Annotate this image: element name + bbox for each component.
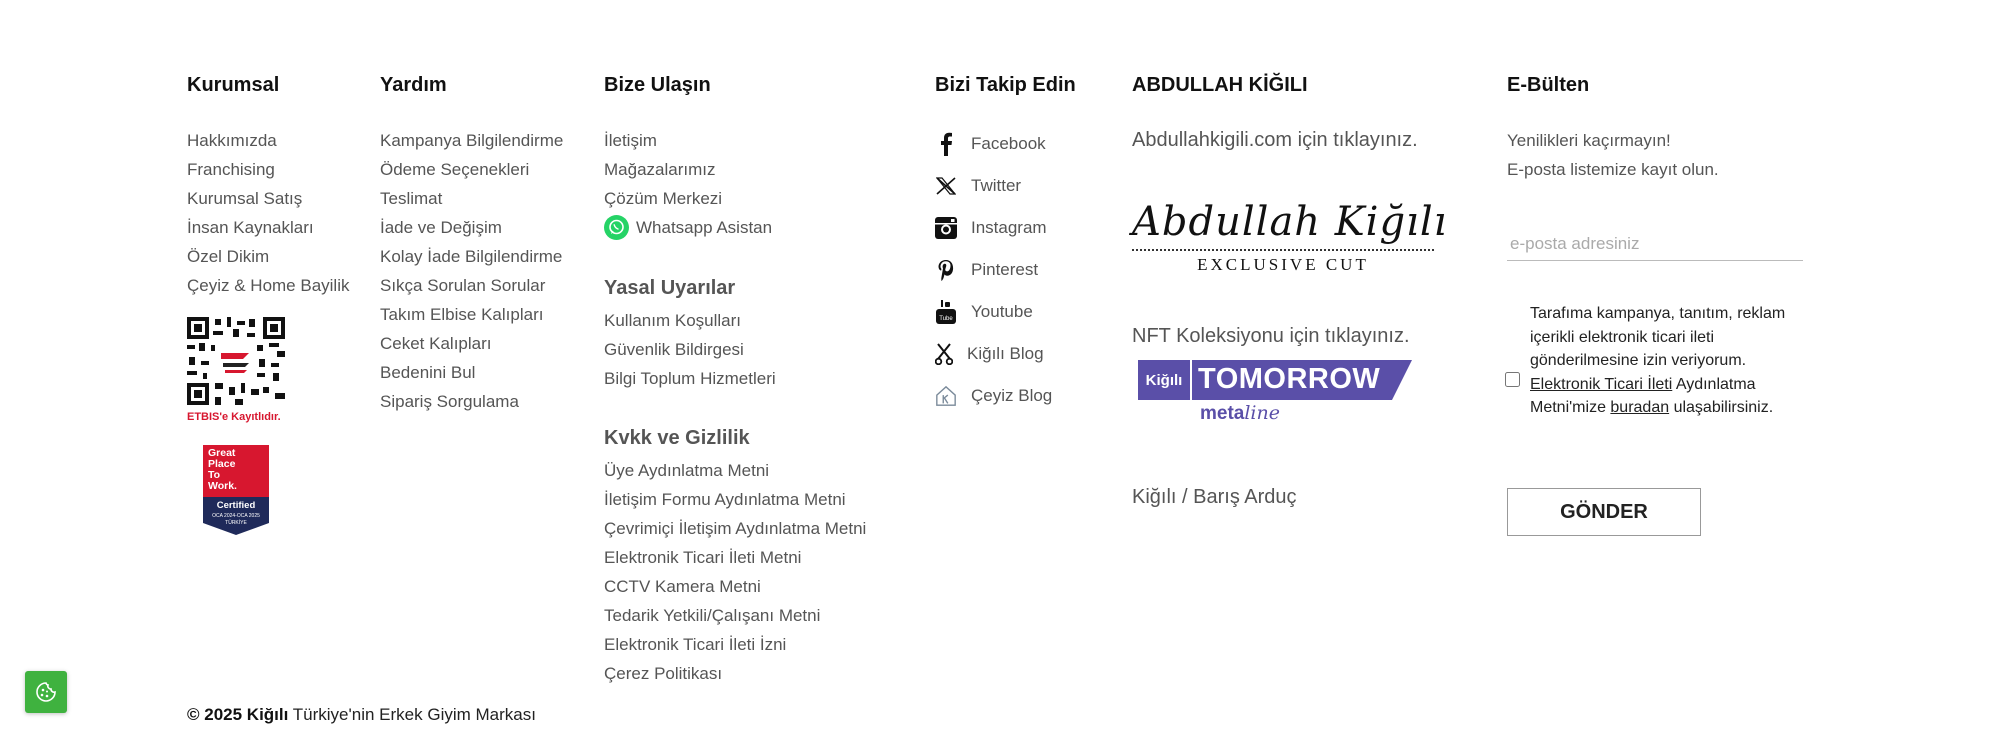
- home-blog-icon: [935, 385, 957, 407]
- cookie-settings-button[interactable]: [25, 671, 67, 713]
- social-links: [935, 123, 1052, 417]
- kigili-blog-label: Kiğılı Blog: [967, 344, 1044, 363]
- kigili-baris-arduc-link[interactable]: Kiğılı / Barış Arduç: [1132, 486, 1297, 508]
- gptw-line-3: To: [208, 469, 221, 481]
- facebook-icon: [935, 133, 957, 155]
- x-twitter-icon: [935, 175, 957, 197]
- kvkk-links: [604, 456, 866, 688]
- link-whatsapp-asistan[interactable]: [604, 213, 772, 242]
- instagram-icon: [935, 217, 957, 239]
- abdullahkigili-link[interactable]: Abdullahkigili.com için tıklayınız.: [1132, 129, 1418, 151]
- nft-line: line: [1244, 402, 1280, 424]
- nft-meta: meta: [1200, 403, 1245, 424]
- nft-tomorrow-text: TOMORROW: [1198, 363, 1381, 395]
- kurumsal-heading: Kurumsal: [187, 74, 280, 96]
- yasal-links: [604, 306, 776, 393]
- link-iade-degisim[interactable]: İade ve Değişim: [380, 218, 502, 237]
- whatsapp-label: Whatsapp Asistan: [636, 218, 773, 237]
- link-ceyiz-home-bayilik[interactable]: Çeyiz & Home Bayilik: [187, 276, 350, 295]
- link-kolay-iade[interactable]: Kolay İade Bilgilendirme: [380, 247, 563, 266]
- link-uye-aydinlatma[interactable]: Üye Aydınlatma Metni: [604, 461, 770, 480]
- link-insan-kaynaklari[interactable]: İnsan Kaynakları: [187, 218, 314, 237]
- link-tedarik-yetkili[interactable]: Tedarik Yetkili/Çalışanı Metni: [604, 606, 821, 625]
- gptw-badge[interactable]: [203, 445, 269, 535]
- copyright-text: Türkiye'nin Erkek Giyim Markası: [288, 705, 536, 724]
- gptw-line-1: Great: [208, 447, 236, 459]
- social-kigili-blog[interactable]: [935, 333, 1052, 375]
- twitter-label: Twitter: [971, 176, 1022, 195]
- consent-mid-text: Aydınlatma Metni'mize: [1530, 375, 1756, 416]
- bize-ulasin-links: [604, 126, 772, 242]
- svg-text:Tube: Tube: [939, 316, 953, 322]
- link-guvenlik-bildirgesi[interactable]: Güvenlik Bildirgesi: [604, 340, 744, 359]
- social-pinterest[interactable]: [935, 249, 1052, 291]
- abdullah-heading: ABDULLAH KİĞILI: [1132, 74, 1308, 96]
- yardim-heading: Yardım: [380, 74, 447, 96]
- abdullah-signature-logo[interactable]: [1132, 199, 1448, 290]
- whatsapp-icon: [604, 215, 629, 240]
- link-takim-elbise-kaliplari[interactable]: Takım Elbise Kalıpları: [380, 305, 544, 324]
- link-elektronik-ticari-ileti-metni[interactable]: Elektronik Ticari İleti Metni: [604, 548, 802, 567]
- gptw-country: TÜRKİYE: [225, 520, 247, 526]
- link-iletisim[interactable]: İletişim: [604, 131, 657, 150]
- yardim-links: [380, 126, 563, 416]
- link-teslimat[interactable]: Teslimat: [380, 189, 443, 208]
- takip-heading: Bizi Takip Edin: [935, 74, 1076, 96]
- link-bilgi-toplum[interactable]: Bilgi Toplum Hizmetleri: [604, 369, 776, 388]
- link-cerez-politikasi[interactable]: Çerez Politikası: [604, 664, 723, 683]
- yasal-uyarilar-heading: Yasal Uyarılar: [604, 277, 736, 299]
- link-cctv[interactable]: CCTV Kamera Metni: [604, 577, 761, 596]
- youtube-icon: [935, 301, 957, 323]
- link-kurumsal-satis[interactable]: Kurumsal Satış: [187, 189, 303, 208]
- link-elektronik-ticari-ileti-izni[interactable]: Elektronik Ticari İleti İzni: [604, 635, 787, 654]
- scissors-icon: [935, 343, 953, 365]
- link-cozum-merkezi[interactable]: Çözüm Merkezi: [604, 189, 723, 208]
- social-facebook[interactable]: [935, 123, 1052, 165]
- newsletter-submit-button[interactable]: GÖNDER: [1507, 488, 1701, 536]
- cookie-icon: [35, 681, 57, 703]
- link-bedenini-bul[interactable]: Bedenini Bul: [380, 363, 476, 382]
- link-ceket-kaliplari[interactable]: Ceket Kalıpları: [380, 334, 492, 353]
- gptw-period: OCA 2024-OCA 2025: [212, 513, 260, 519]
- ebulten-intro-line-1: Yenilikleri kaçırmayın!: [1507, 131, 1671, 150]
- ebulten-intro: [1507, 126, 1719, 184]
- bize-ulasin-heading: Bize Ulaşın: [604, 74, 711, 96]
- nft-badge: Kiğılı: [1138, 360, 1190, 400]
- link-iletisim-formu-aydinlatma[interactable]: İletişim Formu Aydınlatma Metni: [604, 490, 846, 509]
- gptw-certified: Certified: [216, 500, 256, 511]
- link-kullanim-kosullari[interactable]: Kullanım Koşulları: [604, 311, 742, 330]
- link-cevrimici-iletisim[interactable]: Çevrimiçi İletişim Aydınlatma Metni: [604, 519, 867, 538]
- facebook-label: Facebook: [971, 134, 1046, 153]
- newsletter-email-input[interactable]: [1507, 228, 1803, 261]
- instagram-label: Instagram: [971, 218, 1047, 237]
- pinterest-icon: [935, 259, 957, 281]
- link-hakkimizda[interactable]: Hakkımızda: [187, 131, 277, 150]
- kvkk-heading: Kvkk ve Gizlilik: [604, 427, 750, 449]
- link-siparis-sorgulama[interactable]: Sipariş Sorgulama: [380, 392, 519, 411]
- social-ceyiz-blog[interactable]: [935, 375, 1052, 417]
- gptw-line-2: Place: [208, 458, 236, 470]
- ebulten-heading: E-Bülten: [1507, 74, 1590, 96]
- link-sss[interactable]: Sıkça Sorulan Sorular: [380, 276, 546, 295]
- ebulten-intro-line-2: E-posta listemize kayıt olun.: [1507, 160, 1719, 179]
- consent-here-link[interactable]: buradan: [1610, 399, 1670, 416]
- social-youtube[interactable]: [935, 291, 1052, 333]
- nft-tomorrow-logo[interactable]: [1138, 360, 1410, 432]
- qr-code-icon: [187, 317, 285, 405]
- consent-end-text: ulaşabilirsiniz.: [1669, 399, 1774, 416]
- kurumsal-links: [187, 126, 350, 300]
- consent-text: Tarafıma kampanya, tanıtım, reklam içerikli elektronik ticari ileti gönderilmesine izin veriyorum.: [1530, 305, 1786, 369]
- pinterest-label: Pinterest: [971, 260, 1039, 279]
- consent-etk-link[interactable]: Elektronik Ticari İleti: [1530, 375, 1673, 393]
- gptw-line-4: Work.: [208, 480, 237, 492]
- signature-sub: EXCLUSIVE CUT: [1197, 255, 1369, 274]
- link-magazalarimiz[interactable]: Mağazalarımız: [604, 160, 716, 179]
- copyright-brand: © 2025 Kiğılı: [187, 705, 289, 724]
- ceyiz-blog-label: Çeyiz Blog: [971, 386, 1053, 405]
- youtube-label: Youtube: [971, 302, 1033, 321]
- etbis-qr[interactable]: [187, 317, 287, 423]
- consent-checkbox[interactable]: [1505, 372, 1520, 387]
- social-instagram[interactable]: [935, 207, 1052, 249]
- signature-script: Abdullah Kiğılı: [1132, 199, 1448, 245]
- consent-text-block: [1530, 302, 1802, 420]
- etbis-label: ETBIS'e Kayıtlıdır.: [187, 411, 281, 423]
- social-twitter[interactable]: [935, 165, 1052, 207]
- link-ozel-dikim[interactable]: Özel Dikim: [187, 247, 270, 266]
- link-kampanya-bilgilendirme[interactable]: Kampanya Bilgilendirme: [380, 131, 564, 150]
- nft-link[interactable]: NFT Koleksiyonu için tıklayınız.: [1132, 325, 1410, 347]
- copyright: [187, 705, 536, 725]
- link-franchising[interactable]: Franchising: [187, 160, 275, 179]
- link-odeme-secenekleri[interactable]: Ödeme Seçenekleri: [380, 160, 530, 179]
